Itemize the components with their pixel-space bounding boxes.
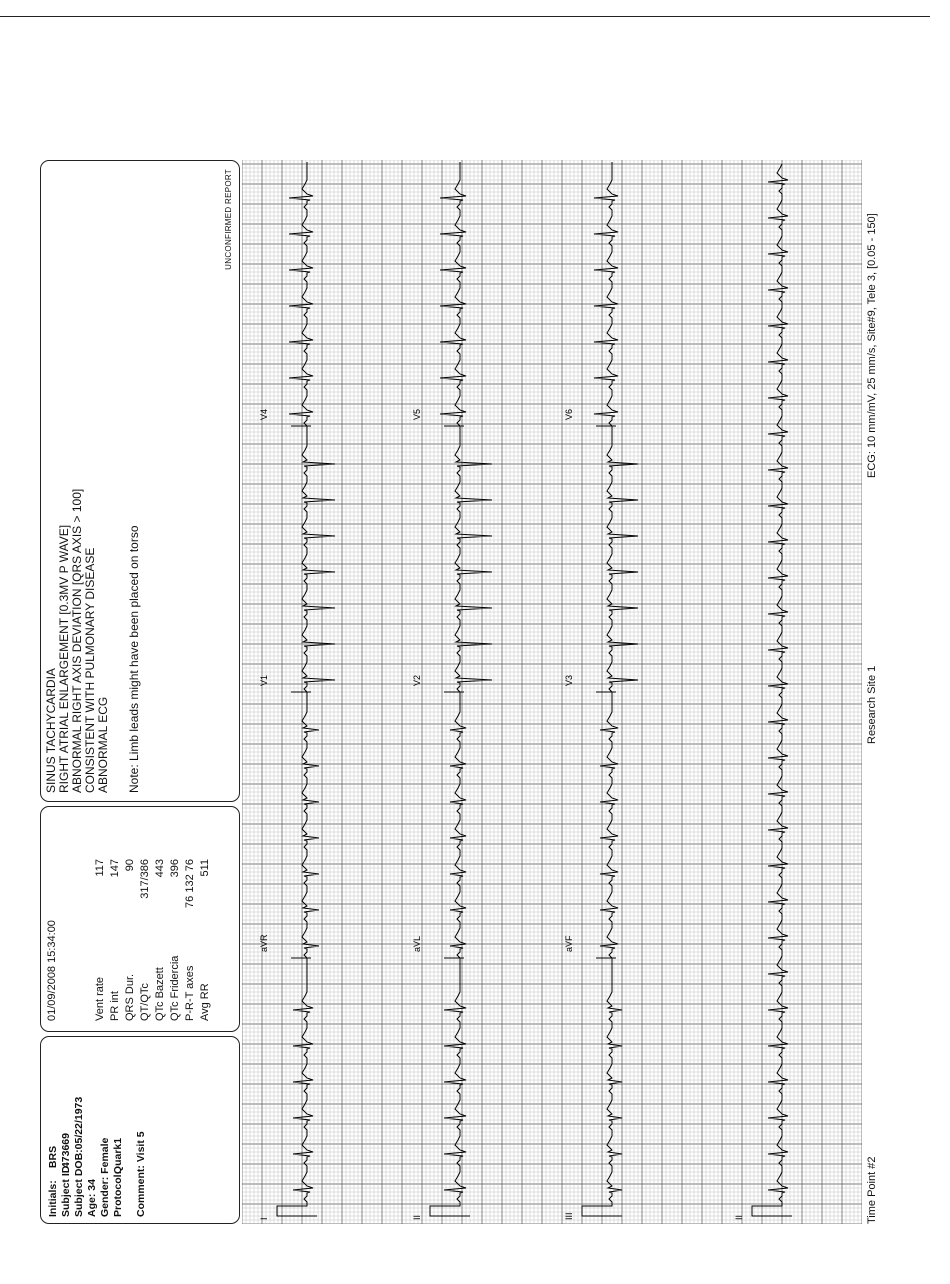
gender-label: Gender: (99, 1176, 111, 1217)
measurement-row: P-R-T axes 76 132 76 (184, 859, 196, 1021)
protocol-label: Protocol: (112, 1170, 124, 1217)
lead-label: V6 (564, 408, 574, 420)
measurement-row: QTc Bazett 443 (154, 859, 166, 1021)
interpretation-statement: ABNORMAL ECG (96, 696, 110, 793)
lead-labels (259, 409, 744, 1220)
initials-label: Initials: (47, 1180, 59, 1217)
dob-value: 05/22/1973 (73, 1096, 85, 1150)
measurement-row: PR int 147 (109, 859, 121, 1021)
lead-label: aVF (564, 935, 574, 952)
interpretation-note: Note: Limb leads might have been placed on torso (127, 525, 141, 793)
age-label: Age: (86, 1193, 98, 1217)
subject-info-panel (40, 1036, 240, 1224)
top-rule (0, 16, 930, 17)
lead-label: I (259, 1217, 269, 1220)
report-footer (866, 160, 882, 1224)
lead-label: III (564, 1212, 574, 1220)
initials-value: BRS (47, 1145, 59, 1169)
grid-lines (242, 160, 862, 1224)
lead-label: V2 (412, 674, 422, 686)
ecg-report (40, 160, 882, 1224)
ecg-tracing-grid (242, 160, 862, 1224)
subject-id-value: 473669 (60, 1133, 72, 1169)
lead-label: II (412, 1214, 422, 1220)
time-point-label: Time Point #2 (866, 1156, 878, 1224)
visit-comment: Comment: Visit 5 (135, 1131, 147, 1217)
gender-value: Female (99, 1137, 111, 1174)
lead-label: aVR (259, 934, 269, 952)
protocol-value: Quark1 (112, 1137, 124, 1175)
lead-label: V4 (259, 408, 269, 420)
interpretation-statement: CONSISTENT WITH PULMONARY DISEASE (83, 547, 97, 793)
age-value: 34 (86, 1179, 98, 1191)
measurement-row: QRS Dur. 90 (124, 859, 136, 1021)
site-label: Research Site 1 (866, 665, 878, 744)
recording-datetime: 01/09/2008 15:34:00 (46, 920, 58, 1021)
interpretation-panel (40, 160, 240, 802)
lead-label: V3 (564, 674, 574, 686)
interpretation-statement: ABNORMAL RIGHT AXIS DEVIATION [QRS AXIS > 100] (70, 488, 84, 793)
lead-label: aVL (412, 935, 422, 952)
measurement-row: QT/QTc 317/386 (139, 859, 151, 1021)
measurement-row: Avg RR 511 (199, 859, 211, 1021)
measurement-row: Vent rate 117 (94, 859, 106, 1021)
subject-id-label: Subject ID: (60, 1162, 72, 1217)
interpretation-statement: RIGHT ATRIAL ENLARGEMENT [0.3MV P WAVE] (57, 524, 71, 793)
interpretation-statement: SINUS TACHYCARDIA (44, 668, 58, 793)
ecg-settings-label: ECG: 10 mm/mV, 25 mm/s, Site#9, Tele 3, [0.05 - 150] (866, 213, 878, 478)
lead-label: II (734, 1214, 744, 1220)
lead-label: V1 (259, 674, 269, 686)
measurements-panel (40, 806, 240, 1032)
lead-label: V5 (412, 408, 422, 420)
dob-label: Subject DOB: (73, 1149, 85, 1217)
report-status: UNCONFIRMED REPORT (224, 169, 233, 270)
measurement-row: QTc Fridercia 396 (169, 859, 181, 1021)
